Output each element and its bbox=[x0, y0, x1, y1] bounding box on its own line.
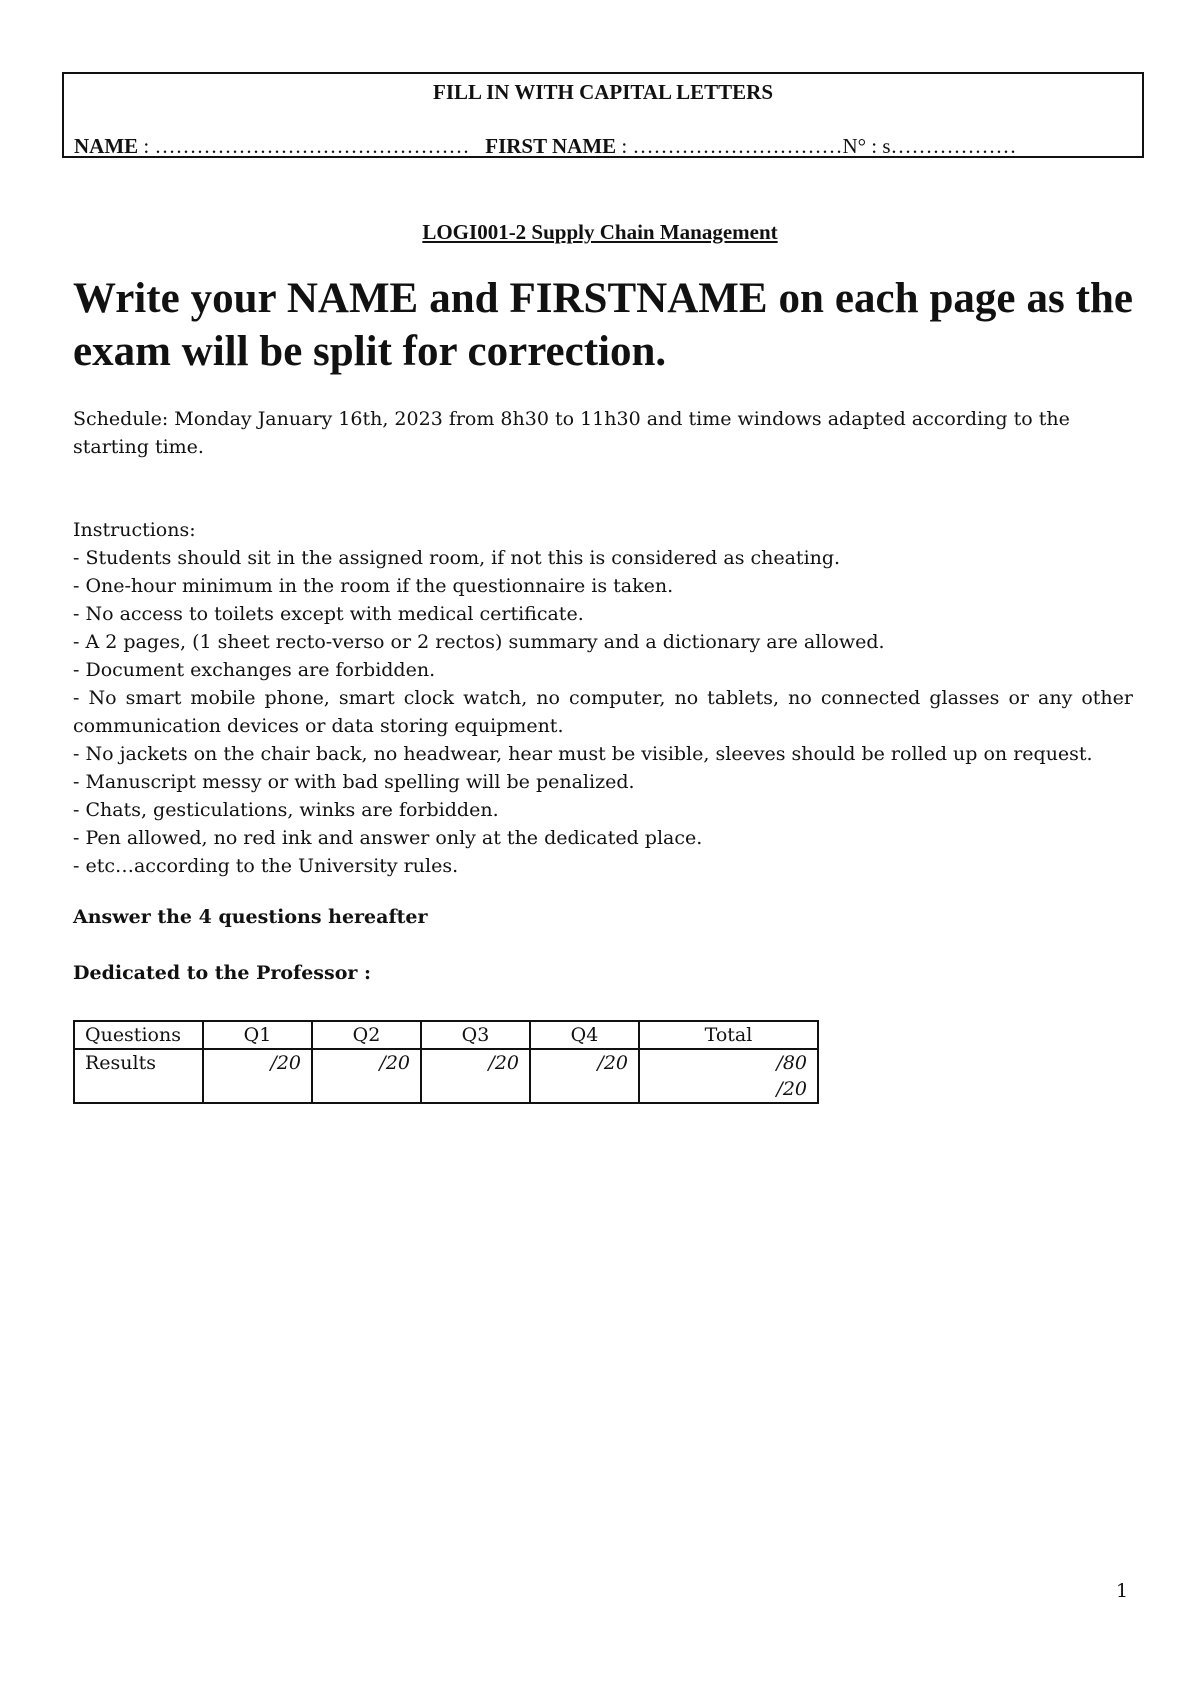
instruction-item: - A 2 pages, (1 sheet recto-verso or 2 rectos) summary and a dictionary are allowed. bbox=[73, 631, 885, 653]
instruction-item: - Pen allowed, no red ink and answer only at the dedicated place. bbox=[73, 827, 703, 849]
score-cell-q2: /20 bbox=[312, 1049, 421, 1103]
instruction-item: - Manuscript messy or with bad spelling will be penalized. bbox=[73, 771, 635, 793]
instruction-item: - Document exchanges are forbidden. bbox=[73, 659, 436, 681]
score-cell-q4: /20 bbox=[530, 1049, 639, 1103]
score-cell-q3: /20 bbox=[421, 1049, 530, 1103]
student-info-box bbox=[62, 72, 1144, 158]
course-title: LOGI001-2 Supply Chain Management bbox=[422, 220, 778, 244]
header-cell-questions: Questions bbox=[74, 1021, 203, 1049]
first-name-and-number-field[interactable]: : …………………………N° : s……………… bbox=[616, 134, 1017, 158]
header-cell-q3: Q3 bbox=[421, 1021, 530, 1049]
results-row-label: Results bbox=[74, 1049, 203, 1103]
name-label: NAME bbox=[74, 134, 139, 158]
results-table bbox=[73, 1020, 819, 1104]
instruction-item: - Chats, gesticulations, winks are forbidden. bbox=[73, 799, 499, 821]
page-number: 1 bbox=[1116, 1580, 1129, 1602]
student-info-fields bbox=[74, 134, 1017, 159]
header-cell-q2: Q2 bbox=[312, 1021, 421, 1049]
instruction-item: - No jackets on the chair back, no headwear, hear must be visible, sleeves should be rolled up on request. bbox=[73, 743, 1093, 765]
instructions-title: Instructions: bbox=[73, 519, 196, 541]
total-score-20: /20 bbox=[776, 1078, 807, 1100]
instruction-item: - No access to toilets except with medical certificate. bbox=[73, 603, 584, 625]
instruction-item: - One-hour minimum in the room if the questionnaire is taken. bbox=[73, 575, 674, 597]
header-cell-q1: Q1 bbox=[203, 1021, 312, 1049]
header-cell-q4: Q4 bbox=[530, 1021, 639, 1049]
schedule-text: Schedule: Monday January 16th, 2023 from 8h30 to 11h30 and time windows adapted according to the starting time. bbox=[73, 408, 1070, 458]
instruction-item: - No smart mobile phone, smart clock watch, no computer, no tablets, no connected glasses or any other communication devices or data storing equipment. bbox=[73, 687, 1133, 737]
instructions-block bbox=[73, 516, 1133, 880]
header-cell-total: Total bbox=[639, 1021, 818, 1049]
instruction-item: - etc…according to the University rules. bbox=[73, 855, 459, 877]
main-heading: Write your NAME and FIRSTNAME on each page as the exam will be split for correction. bbox=[73, 275, 1133, 375]
first-name-label: FIRST NAME bbox=[485, 134, 617, 158]
name-field[interactable]: : ……………………………………… bbox=[138, 134, 486, 158]
results-row bbox=[74, 1049, 818, 1103]
total-score-80: /80 bbox=[776, 1052, 807, 1074]
score-cell-q1: /20 bbox=[203, 1049, 312, 1103]
dedicated-label: Dedicated to the Professor : bbox=[73, 962, 372, 984]
answer-note: Answer the 4 questions hereafter bbox=[73, 906, 428, 928]
score-cell-total bbox=[639, 1049, 818, 1103]
fill-in-instruction: FILL IN WITH CAPITAL LETTERS bbox=[433, 80, 773, 104]
results-header-row bbox=[74, 1021, 818, 1049]
instruction-item: - Students should sit in the assigned room, if not this is considered as cheating. bbox=[73, 547, 841, 569]
